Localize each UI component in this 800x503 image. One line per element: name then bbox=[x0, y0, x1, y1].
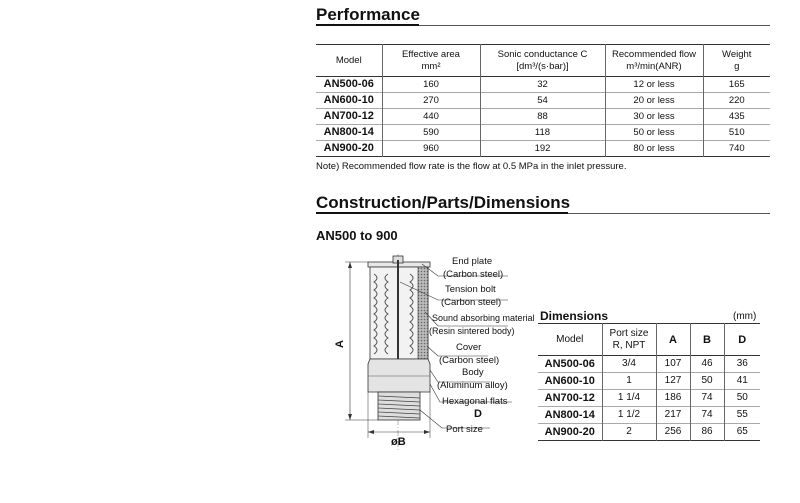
perf-cell: 165 bbox=[703, 77, 770, 93]
perf-header-model: Model bbox=[335, 54, 362, 66]
table-row bbox=[316, 141, 770, 157]
perf-cell: 270 bbox=[382, 93, 480, 109]
label-end-plate-material: (Carbon steel) bbox=[443, 269, 504, 280]
perf-cell: 960 bbox=[382, 141, 480, 157]
dim-cell: 127 bbox=[656, 373, 690, 390]
dim-cell: 50 bbox=[690, 373, 724, 390]
dimensions-title: Dimensions bbox=[540, 309, 609, 323]
perf-cell: 435 bbox=[703, 109, 770, 125]
perf-cell: AN700-12 bbox=[323, 110, 374, 122]
dim-cell: 1 bbox=[602, 373, 656, 390]
dim-cell: 74 bbox=[690, 407, 724, 424]
label-dim-d: D bbox=[474, 408, 482, 420]
perf-cell: 50 or less bbox=[605, 125, 703, 141]
performance-title-underline bbox=[316, 24, 419, 26]
dim-cell: 2 bbox=[602, 424, 656, 441]
dim-header-model: Model bbox=[556, 333, 584, 345]
dim-cell: AN900-20 bbox=[544, 426, 595, 438]
label-sound-absorbing: Sound absorbing material bbox=[432, 313, 535, 323]
table-row bbox=[316, 125, 770, 141]
dim-cell: 86 bbox=[690, 424, 724, 441]
performance-note: Note) Recommended flow rate is the flow at 0.5 MPa in the inlet pressure. bbox=[316, 161, 627, 172]
label-dim-a: A bbox=[333, 340, 346, 348]
table-row bbox=[316, 93, 770, 109]
construction-title: Construction/Parts/Dimensions bbox=[316, 193, 571, 212]
label-port-size: Port size bbox=[446, 424, 483, 435]
label-hexagonal-flats: Hexagonal flats bbox=[442, 396, 508, 407]
perf-cell: 12 or less bbox=[605, 77, 703, 93]
label-sound-absorbing-material: (Resin sintered body) bbox=[429, 326, 515, 336]
perf-cell: 510 bbox=[703, 125, 770, 141]
perf-cell: 590 bbox=[382, 125, 480, 141]
dim-cell: AN800-14 bbox=[544, 409, 595, 421]
perf-header-effective-area: Effective area mm² bbox=[382, 45, 480, 77]
dimensions-table bbox=[538, 323, 760, 441]
perf-cell: AN600-10 bbox=[323, 94, 374, 106]
perf-cell: 88 bbox=[480, 109, 605, 125]
label-dim-b: øB bbox=[391, 436, 406, 448]
table-row bbox=[316, 109, 770, 125]
perf-cell: AN500-06 bbox=[323, 78, 374, 90]
dim-cell: 50 bbox=[724, 390, 760, 407]
dim-cell: 186 bbox=[656, 390, 690, 407]
table-row bbox=[538, 356, 760, 373]
performance-title: Performance bbox=[316, 5, 420, 24]
dim-cell: AN700-12 bbox=[544, 392, 595, 404]
perf-header-sonic-conductance: Sonic conductance C [dm³/(s·bar)] bbox=[480, 45, 605, 77]
table-row bbox=[538, 373, 760, 390]
perf-cell: 30 or less bbox=[605, 109, 703, 125]
label-body-material: (Aluminum alloy) bbox=[437, 380, 508, 391]
label-body: Body bbox=[462, 367, 484, 378]
perf-cell: 740 bbox=[703, 141, 770, 157]
dim-cell: AN600-10 bbox=[544, 375, 595, 387]
dim-cell: 36 bbox=[724, 356, 760, 373]
dimensions-unit: (mm) bbox=[733, 311, 757, 322]
perf-cell: 440 bbox=[382, 109, 480, 125]
performance-rule bbox=[419, 25, 770, 26]
label-end-plate: End plate bbox=[452, 256, 493, 267]
silencer-drawing bbox=[330, 252, 540, 457]
perf-cell: 160 bbox=[382, 77, 480, 93]
label-tension-bolt: Tension bolt bbox=[445, 284, 496, 295]
label-tension-bolt-material: (Carbon steel) bbox=[441, 297, 502, 308]
table-row bbox=[316, 77, 770, 93]
perf-cell: AN800-14 bbox=[323, 126, 374, 138]
dim-cell: 46 bbox=[690, 356, 724, 373]
perf-header-recommended-flow: Recommended flow m³/min(ANR) bbox=[605, 45, 703, 77]
perf-cell: 118 bbox=[480, 125, 605, 141]
performance-header-row bbox=[316, 45, 770, 77]
dim-header-a: A bbox=[656, 324, 690, 356]
perf-cell: 20 or less bbox=[605, 93, 703, 109]
dim-header-d: D bbox=[724, 324, 760, 356]
dim-cell: 74 bbox=[690, 390, 724, 407]
dim-cell: 256 bbox=[656, 424, 690, 441]
perf-cell: AN900-20 bbox=[323, 142, 374, 154]
dim-header-b: B bbox=[690, 324, 724, 356]
label-cover: Cover bbox=[456, 342, 482, 353]
dimensions-header-row bbox=[538, 324, 760, 356]
dim-cell: 41 bbox=[724, 373, 760, 390]
dim-cell: AN500-06 bbox=[544, 358, 595, 370]
construction-rule bbox=[568, 213, 770, 214]
dim-cell: 3/4 bbox=[602, 356, 656, 373]
dim-cell: 107 bbox=[656, 356, 690, 373]
dim-header-port-size: Port size R, NPT bbox=[602, 324, 656, 356]
dim-cell: 1 1/2 bbox=[602, 407, 656, 424]
performance-table bbox=[316, 44, 770, 157]
perf-cell: 54 bbox=[480, 93, 605, 109]
table-row bbox=[538, 424, 760, 441]
perf-cell: 32 bbox=[480, 77, 605, 93]
perf-cell: 220 bbox=[703, 93, 770, 109]
construction-title-underline bbox=[316, 212, 568, 214]
dim-cell: 65 bbox=[724, 424, 760, 441]
dim-cell: 217 bbox=[656, 407, 690, 424]
dim-cell: 1 1/4 bbox=[602, 390, 656, 407]
table-row bbox=[538, 390, 760, 407]
label-cover-material: (Carbon steel) bbox=[439, 355, 500, 366]
construction-subtitle: AN500 to 900 bbox=[316, 228, 398, 243]
perf-header-weight: Weight g bbox=[703, 45, 770, 77]
perf-cell: 192 bbox=[480, 141, 605, 157]
dim-cell: 55 bbox=[724, 407, 760, 424]
table-row bbox=[538, 407, 760, 424]
perf-cell: 80 or less bbox=[605, 141, 703, 157]
